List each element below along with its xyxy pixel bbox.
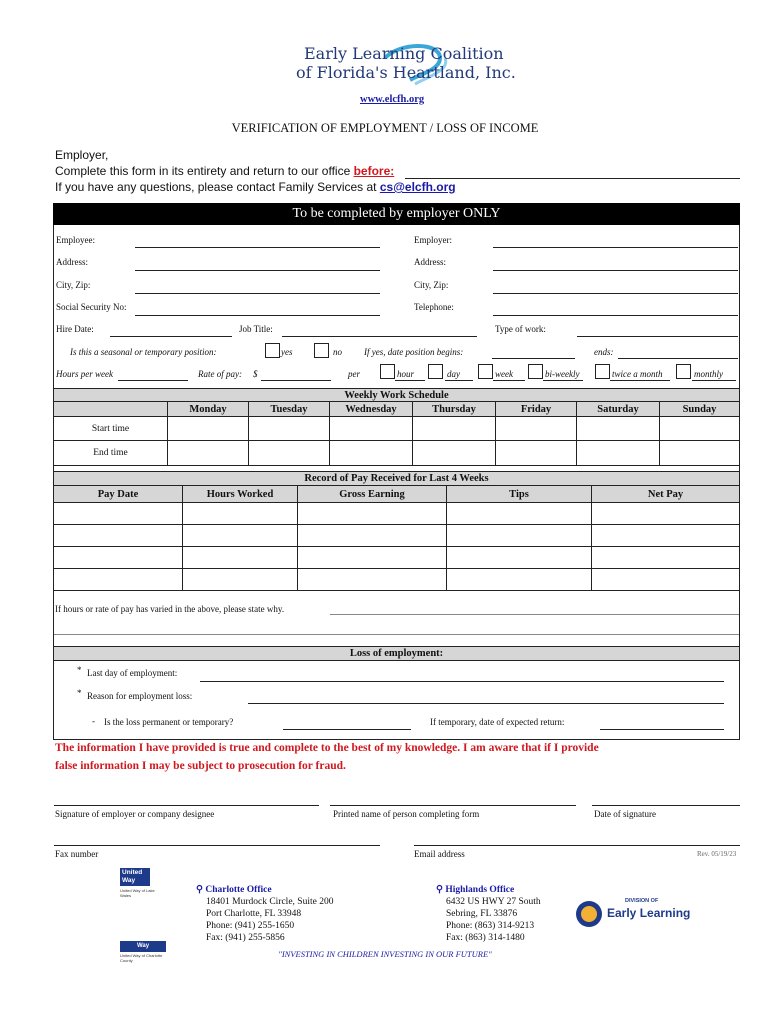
pay-record-cell[interactable] [53, 568, 183, 591]
pay-record-cell[interactable] [446, 524, 592, 547]
end-time-cell[interactable] [248, 440, 330, 466]
united-way-top-subtitle: United Way of Lake Wales [120, 888, 155, 898]
city-right-field[interactable] [493, 293, 738, 294]
deadline-underline [405, 178, 740, 179]
telephone-field[interactable] [493, 315, 738, 316]
ends-field[interactable] [618, 358, 738, 359]
reason-field[interactable] [248, 703, 724, 704]
seasonal-no-checkbox[interactable] [314, 343, 329, 358]
fax-line[interactable] [54, 845, 380, 846]
employer-banner [53, 203, 740, 225]
email-label: Email address [414, 849, 465, 859]
dollar-sign: $ [253, 369, 258, 379]
schedule-day-monday [167, 401, 249, 417]
signature-line[interactable] [54, 805, 319, 806]
end-time-label-cell [53, 440, 168, 466]
pay-biweekly-underline [543, 380, 583, 381]
pay-record-title [53, 471, 740, 486]
pay-col-hours [182, 485, 298, 503]
pay-record-cell[interactable] [446, 568, 592, 591]
pay-hour-label: hour [397, 369, 415, 379]
pay-record-cell[interactable] [182, 568, 298, 591]
type-of-work-field[interactable] [577, 336, 738, 337]
schedule-day-label: Tuesday [270, 404, 308, 415]
pay-record-cell[interactable] [297, 502, 447, 525]
rate-of-pay-field[interactable] [261, 380, 331, 381]
start-time-cell[interactable] [167, 416, 249, 441]
fax-label: Fax number [55, 849, 99, 859]
united-way-top-badge [120, 868, 150, 886]
pay-record-cell[interactable] [591, 546, 740, 569]
city-left-label: City, Zip: [56, 280, 91, 290]
pay-record-cell[interactable] [591, 502, 740, 525]
charlotte-office [196, 884, 333, 944]
end-time-label: End time [93, 448, 128, 458]
dol-line1: DIVISION OF [625, 898, 659, 904]
pay-day-underline [445, 380, 473, 381]
seasonal-question: Is this a seasonal or temporary position: [70, 347, 217, 357]
schedule-title-text: Weekly Work Schedule [344, 390, 449, 401]
before-deadline-label: before: [353, 164, 395, 178]
address-right-field[interactable] [493, 270, 738, 271]
schedule-day-label: Saturday [597, 404, 639, 415]
pay-record-cell[interactable] [446, 502, 592, 525]
pay-monthly-label: monthly [694, 369, 723, 379]
schedule-title [53, 388, 740, 402]
date-begins-field[interactable] [492, 358, 575, 359]
last-day-label: Last day of employment: [87, 668, 178, 678]
loss-title-text: Loss of employment: [349, 648, 444, 659]
schedule-day-label: Thursday [432, 404, 476, 415]
end-time-cell[interactable] [412, 440, 496, 466]
start-time-cell[interactable] [576, 416, 660, 441]
end-time-cell[interactable] [659, 440, 740, 466]
ends-label: ends: [594, 347, 614, 357]
hours-per-week-label: Hours per week [56, 369, 113, 379]
pay-column-label: Gross Earning [339, 489, 405, 500]
highlands-office-title [436, 884, 541, 896]
address-right-label: Address: [414, 257, 446, 267]
charlotte-phone: Phone: (941) 255-1650 [206, 921, 295, 931]
pay-record-cell[interactable] [53, 546, 183, 569]
schedule-day-friday [495, 401, 577, 417]
pay-day-label: day [447, 369, 460, 379]
pay-twice-month-underline [610, 380, 670, 381]
highlands-office [436, 884, 541, 944]
employer-field[interactable] [493, 247, 738, 248]
charlotte-address2: Port Charlotte, FL 33948 [206, 909, 302, 919]
pay-record-table [53, 471, 740, 595]
date-begins-label: If yes, date position begins: [364, 347, 464, 357]
highlands-address2: Sebring, FL 33876 [446, 909, 518, 919]
last-day-bullet: * [77, 665, 82, 675]
employer-label: Employer: [414, 235, 452, 245]
start-time-label-cell [53, 416, 168, 441]
end-time-cell[interactable] [329, 440, 413, 466]
pay-record-cell[interactable] [53, 524, 183, 547]
pin-icon: ⚲ [436, 885, 443, 895]
address-left-label: Address: [56, 257, 88, 267]
varied-field-line2[interactable] [54, 634, 739, 635]
address-left-field[interactable] [135, 270, 380, 271]
pay-col-tips [446, 485, 592, 503]
pay-record-cell[interactable] [53, 502, 183, 525]
highlands-phone: Phone: (863) 314-9213 [446, 921, 535, 931]
date-signature-label: Date of signature [594, 809, 656, 819]
united-way-bottom-badge: Way [120, 941, 166, 952]
pay-week-underline [493, 380, 525, 381]
job-title-field[interactable] [282, 336, 477, 337]
pay-hour-checkbox[interactable] [380, 364, 395, 379]
start-time-cell[interactable] [248, 416, 330, 441]
pay-biweekly-checkbox[interactable] [528, 364, 543, 379]
permanent-field[interactable] [283, 729, 411, 730]
city-left-field[interactable] [135, 293, 380, 294]
highlands-fax: Fax: (863) 314-1480 [446, 933, 525, 943]
end-time-cell[interactable] [576, 440, 660, 466]
hours-per-week-field[interactable] [118, 380, 188, 381]
logo-text-line1: Early Learning Coalition [304, 44, 504, 63]
pay-record-cell[interactable] [446, 546, 592, 569]
sun-icon [573, 898, 605, 930]
pay-record-cell[interactable] [182, 502, 298, 525]
intro-line1: Employer, [55, 148, 109, 162]
intro-instructions: Complete this form in its entirety and return to our office [55, 164, 351, 178]
seasonal-yes-checkbox[interactable] [265, 343, 280, 358]
pay-twice-month-label: twice a month [612, 369, 663, 379]
schedule-day-label: Monday [189, 404, 227, 415]
printed-name-line[interactable] [330, 805, 576, 806]
temp-return-label: If temporary, date of expected return: [430, 717, 565, 727]
pay-week-label: week [495, 369, 513, 379]
city-right-label: City, Zip: [414, 280, 449, 290]
united-way-logo-top [120, 868, 160, 898]
pay-column-label: Pay Date [97, 489, 139, 500]
start-time-cell[interactable] [495, 416, 577, 441]
start-time-cell[interactable] [412, 416, 496, 441]
charlotte-fax: Fax: (941) 255-5856 [206, 933, 285, 943]
pay-monthly-checkbox[interactable] [676, 364, 691, 379]
pay-record-cell[interactable] [591, 568, 740, 591]
pay-col-gross [297, 485, 447, 503]
pay-record-cell[interactable] [182, 524, 298, 547]
employee-label: Employee: [56, 235, 95, 245]
start-time-label: Start time [91, 424, 130, 434]
hire-date-label: Hire Date: [56, 324, 94, 334]
highlands-title-text: Highlands Office [445, 885, 515, 895]
pay-record-title-text: Record of Pay Received for Last 4 Weeks [304, 473, 489, 484]
loss-title-bar [53, 646, 740, 661]
email-line[interactable] [414, 845, 740, 846]
schedule-corner [53, 401, 168, 417]
certification-line1: The information I have provided is true and complete to the best of my knowledge. I am aware that if I provide [55, 742, 599, 754]
pay-week-checkbox[interactable] [478, 364, 493, 379]
pay-record-cell[interactable] [591, 524, 740, 547]
end-time-cell[interactable] [495, 440, 577, 466]
pay-col-paydate [53, 485, 183, 503]
employee-field[interactable] [135, 247, 380, 248]
charlotte-title-text: Charlotte Office [205, 885, 272, 895]
end-time-cell[interactable] [167, 440, 249, 466]
pay-hour-underline [395, 380, 425, 381]
pay-col-net [591, 485, 740, 503]
schedule-day-label: Friday [520, 404, 552, 415]
varied-field-line1[interactable] [330, 614, 739, 615]
job-title-label: Job Title: [239, 324, 273, 334]
schedule-day-thursday [412, 401, 496, 417]
last-day-field[interactable] [200, 681, 724, 682]
per-label: per [348, 369, 360, 379]
pay-record-cell[interactable] [297, 524, 447, 547]
united-way-top-text: United Way [122, 869, 143, 884]
certification-line2: false information I may be subject to prosecution for fraud. [55, 760, 346, 772]
employer-banner-text: To be completed by employer ONLY [292, 206, 501, 221]
pay-column-label: Tips [509, 489, 529, 500]
website-link[interactable]: www.elcfh.org [360, 94, 425, 105]
type-of-work-label: Type of work: [495, 324, 546, 334]
dol-line2: Early Learning [607, 906, 691, 920]
ssn-field[interactable] [135, 315, 380, 316]
pay-day-checkbox[interactable] [428, 364, 443, 379]
charlotte-office-title [196, 884, 333, 896]
reason-bullet: * [77, 688, 82, 698]
revision-date: Rev. 05/19/23 [697, 850, 737, 858]
pay-twice-month-checkbox[interactable] [595, 364, 610, 379]
charlotte-address1: 18401 Murdock Circle, Suite 200 [206, 897, 334, 907]
schedule-day-sunday [659, 401, 740, 417]
reason-label: Reason for employment loss: [87, 691, 193, 701]
intro-line2 [55, 164, 394, 178]
contact-text: If you have any questions, please contact Family Services at [55, 180, 377, 194]
telephone-label: Telephone: [414, 302, 454, 312]
pay-biweekly-label: bi-weekly [545, 369, 580, 379]
pay-record-cell[interactable] [182, 546, 298, 569]
seasonal-yes-label: yes [281, 347, 293, 357]
schedule-table [53, 388, 740, 466]
pay-column-label: Hours Worked [206, 489, 274, 500]
pay-record-cell[interactable] [297, 568, 447, 591]
hire-date-field[interactable] [110, 336, 232, 337]
permanent-bullet: - [92, 716, 95, 726]
intro-line3 [55, 180, 456, 194]
schedule-day-saturday [576, 401, 660, 417]
printed-name-label: Printed name of person completing form [333, 809, 480, 819]
start-time-cell[interactable] [659, 416, 740, 441]
pay-column-label: Net Pay [647, 489, 684, 500]
division-early-learning-logo [573, 896, 693, 932]
start-time-cell[interactable] [329, 416, 413, 441]
footer-tagline: "INVESTING IN CHILDREN INVESTING IN OUR FUTURE" [278, 949, 492, 959]
temp-return-field[interactable] [600, 729, 724, 730]
seasonal-no-label: no [333, 347, 342, 357]
varied-note: If hours or rate of pay has varied in the above, please state why. [55, 604, 285, 614]
schedule-day-wednesday [329, 401, 413, 417]
pin-icon: ⚲ [196, 885, 203, 895]
ssn-label: Social Security No: [56, 302, 127, 312]
logo-text-line2: of Florida's Heartland, Inc. [296, 63, 516, 82]
highlands-address1: 6432 US HWY 27 South [446, 897, 541, 907]
rate-of-pay-label: Rate of pay: [198, 369, 242, 379]
logo [290, 40, 516, 88]
pay-monthly-underline [692, 380, 736, 381]
contact-email-link[interactable]: cs@elcfh.org [379, 180, 456, 194]
schedule-day-tuesday [248, 401, 330, 417]
date-signature-line[interactable] [592, 805, 740, 806]
signature-label: Signature of employer or company designee [55, 809, 215, 819]
schedule-day-label: Wednesday [345, 404, 397, 415]
schedule-day-label: Sunday [682, 404, 717, 415]
form-title: VERIFICATION OF EMPLOYMENT / LOSS OF INCOME [231, 121, 539, 135]
permanent-question: Is the loss permanent or temporary? [104, 717, 234, 727]
pay-record-cell[interactable] [297, 546, 447, 569]
united-way-bottom-subtitle: United Way of Charlotte County [120, 953, 163, 963]
